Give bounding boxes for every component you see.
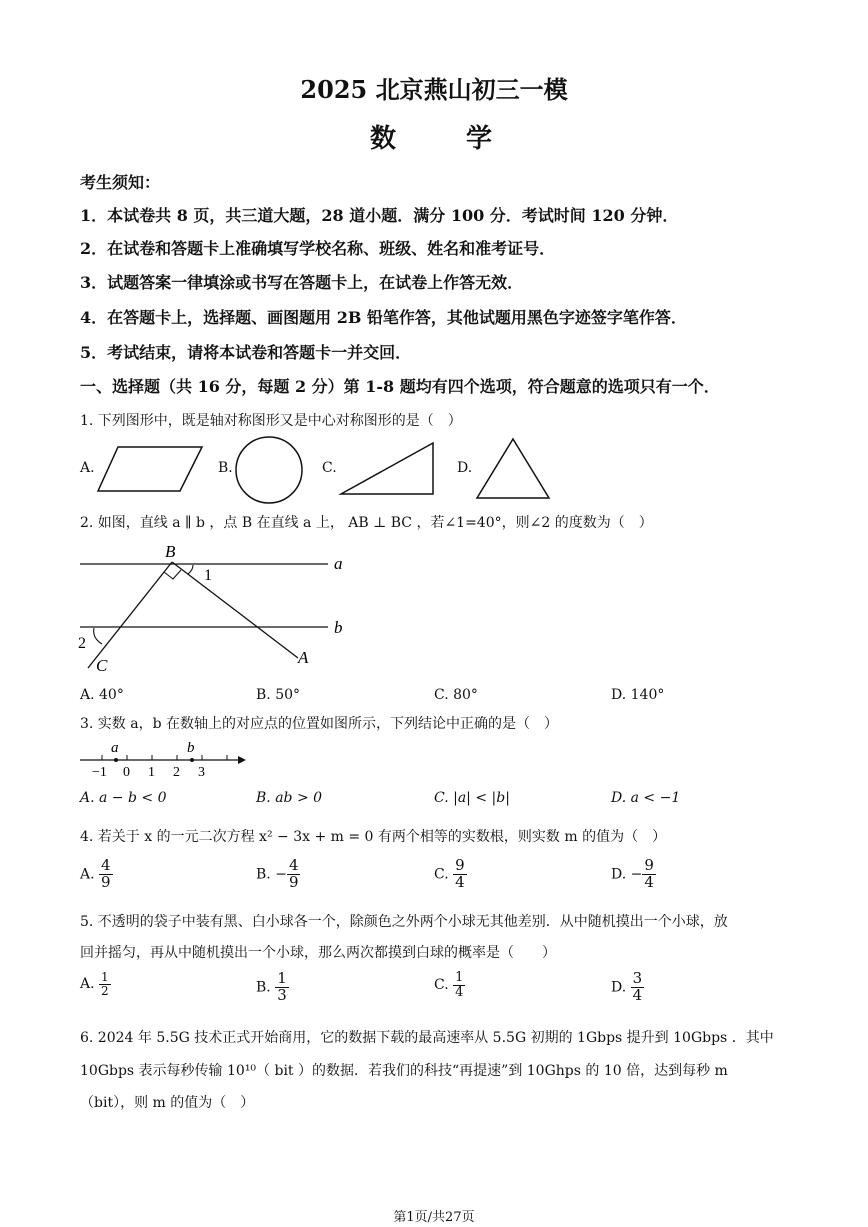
q2-label-a: A: [298, 648, 309, 667]
q3-tick-label: −1: [92, 765, 107, 778]
q3-tick-label: 0: [123, 765, 130, 778]
denominator: 4: [455, 872, 465, 891]
q4-option-c: [434, 858, 467, 891]
q4-option-label: A.: [80, 866, 95, 883]
numerator: 9: [455, 856, 465, 874]
q1-right-triangle: [338, 440, 438, 498]
question-1-stem: 1. 下列图形中，既是轴对称图形又是中心对称图形的是（ ）: [80, 413, 462, 429]
q5-option-label: C.: [434, 977, 449, 994]
q5-option-d: [611, 971, 644, 1004]
minus-sign: −: [275, 866, 287, 883]
q2-label-angle-2: 2: [78, 635, 86, 652]
q1-parallelogram: [96, 445, 206, 495]
q2-label-line-a: a: [334, 554, 343, 573]
q1-option-a-label: A.: [80, 460, 95, 476]
q3-tick-label: 2: [173, 765, 180, 778]
q2-option-d: D. 140°: [611, 687, 665, 703]
q1-option-d-label: D.: [457, 460, 473, 476]
q5-option-label: D.: [611, 979, 627, 996]
q4-option-label: D.: [611, 866, 627, 883]
notice-heading: 考生须知：: [80, 173, 161, 192]
q3-tick-label: 3: [198, 765, 205, 778]
q3-option-c: C. |a| < |b|: [434, 790, 510, 806]
question-6-line3: （bit），则 m 的值为（ ）: [80, 1095, 255, 1111]
q3-option-a: A. a − b < 0: [80, 790, 167, 806]
subject-title: 数 学: [369, 124, 498, 154]
question-3-stem: 3. 实数 a，b 在数轴上的对应点的位置如图所示，下列结论中正确的是（ ）: [80, 716, 559, 732]
q2-figure: [76, 540, 356, 675]
numerator: 4: [101, 856, 111, 874]
fraction: [99, 858, 113, 891]
q1-option-c-label: C.: [322, 460, 337, 476]
numerator: 4: [288, 856, 299, 874]
question-6-line2: 10Gbps 表示每秒传输 10¹⁰（ bit ）的数据．若我们的科技“再提速”到 10Ghps 的 10 倍，达到每秒 m: [80, 1063, 728, 1079]
fraction: [631, 971, 645, 1004]
q3-option-d: D. a < −1: [611, 790, 681, 806]
q4-option-label: B.: [256, 866, 271, 883]
fraction: [275, 971, 289, 1004]
question-5-stem-line1: 5. 不透明的袋子中装有黑、白小球各一个，除颜色之外两个小球无其他差别．从中随机摸出一个小球，放: [80, 914, 728, 930]
numerator: 9: [644, 856, 654, 874]
denominator: 9: [288, 872, 299, 891]
page-footer: 第1页/共27页: [393, 1210, 475, 1225]
fraction: [453, 971, 465, 999]
denominator: 4: [632, 985, 643, 1004]
q4-option-label: C.: [434, 866, 449, 883]
page-title: 2025 北京燕山初三一模: [300, 75, 568, 104]
q4-option-d: [611, 858, 656, 891]
notice-item: 5．考试结束，请将本试卷和答题卡一并交回．: [80, 343, 412, 362]
q2-label-c: C: [96, 656, 108, 675]
notice-item: 2．在试卷和答题卡上准确填写学校名称、班级、姓名和准考证号．: [80, 239, 556, 258]
minus-sign: −: [630, 866, 643, 883]
numerator: 1: [101, 970, 109, 984]
q1-circle: [233, 434, 305, 506]
denominator: 9: [101, 872, 111, 891]
fraction: [453, 858, 467, 891]
fraction: [642, 858, 656, 891]
q3-tick-label: 1: [148, 765, 155, 778]
q5-option-a: [80, 971, 111, 997]
numerator: 1: [277, 969, 287, 987]
fraction: [287, 858, 301, 891]
notice-item: 3．试题答案一律填涂或书写在答题卡上，在试卷上作答无效．: [80, 273, 524, 292]
q4-option-a: [80, 858, 113, 891]
q5-option-label: A.: [80, 976, 95, 993]
section-heading: 一、选择题（共 16 分，每题 2 分）第 1-8 题均有四个选项，符合题意的选项只有一个．: [80, 377, 720, 396]
q2-option-c: C. 80°: [434, 687, 478, 703]
numerator: 1: [455, 970, 464, 985]
q1-equilateral-triangle: [474, 436, 552, 502]
notice-item: 4．在答题卡上，选择题、画图题用 2B 铅笔作答，其他试题用黑色字迹签字笔作答．: [80, 308, 687, 327]
denominator: 3: [277, 985, 287, 1004]
denominator: 4: [644, 872, 654, 891]
q2-label-b: B: [165, 542, 176, 561]
denominator: 4: [455, 984, 464, 1000]
q2-label-angle-1: 1: [204, 567, 212, 584]
q5-option-c: [434, 971, 465, 999]
q4-option-b: [256, 858, 300, 891]
fraction: [99, 971, 111, 997]
q2-option-a: A. 40°: [80, 687, 124, 703]
question-6-line1: 6. 2024 年 5.5G 技术正式开始商用，它的数据下载的最高速率从 5.5G 初期的 1Gbps 提升到 10Gbps ．其中: [80, 1030, 774, 1046]
question-5-stem-line2: 回并摇匀，再从中随机摸出一个小球，那么两次都摸到白球的概率是（ ）: [80, 945, 556, 961]
q1-option-b-label: B.: [218, 460, 233, 476]
q5-option-b: [256, 971, 289, 1004]
q3-point-a-label: a: [111, 740, 119, 756]
question-2-stem: 2. 如图，直线 a ∥ b ，点 B 在直线 a 上， AB ⊥ BC ，若∠1=40°，则∠2 的度数为（ ）: [80, 515, 653, 531]
question-4-stem: 4. 若关于 x 的一元二次方程 x² − 3x + m = 0 有两个相等的实数根，则实数 m 的值为（ ）: [80, 829, 667, 845]
q5-option-label: B.: [256, 979, 271, 996]
q2-option-b: B. 50°: [256, 687, 301, 703]
q2-label-line-b: b: [334, 618, 343, 637]
denominator: 2: [101, 983, 109, 998]
q3-number-line: [76, 738, 256, 778]
numerator: 3: [632, 969, 643, 987]
q3-option-b: B. ab > 0: [256, 790, 323, 806]
notice-item: 1．本试卷共 8 页，共三道大题，28 道小题．满分 100 分．考试时间 120 分钟．: [80, 206, 679, 225]
q3-point-b-label: b: [187, 740, 195, 756]
